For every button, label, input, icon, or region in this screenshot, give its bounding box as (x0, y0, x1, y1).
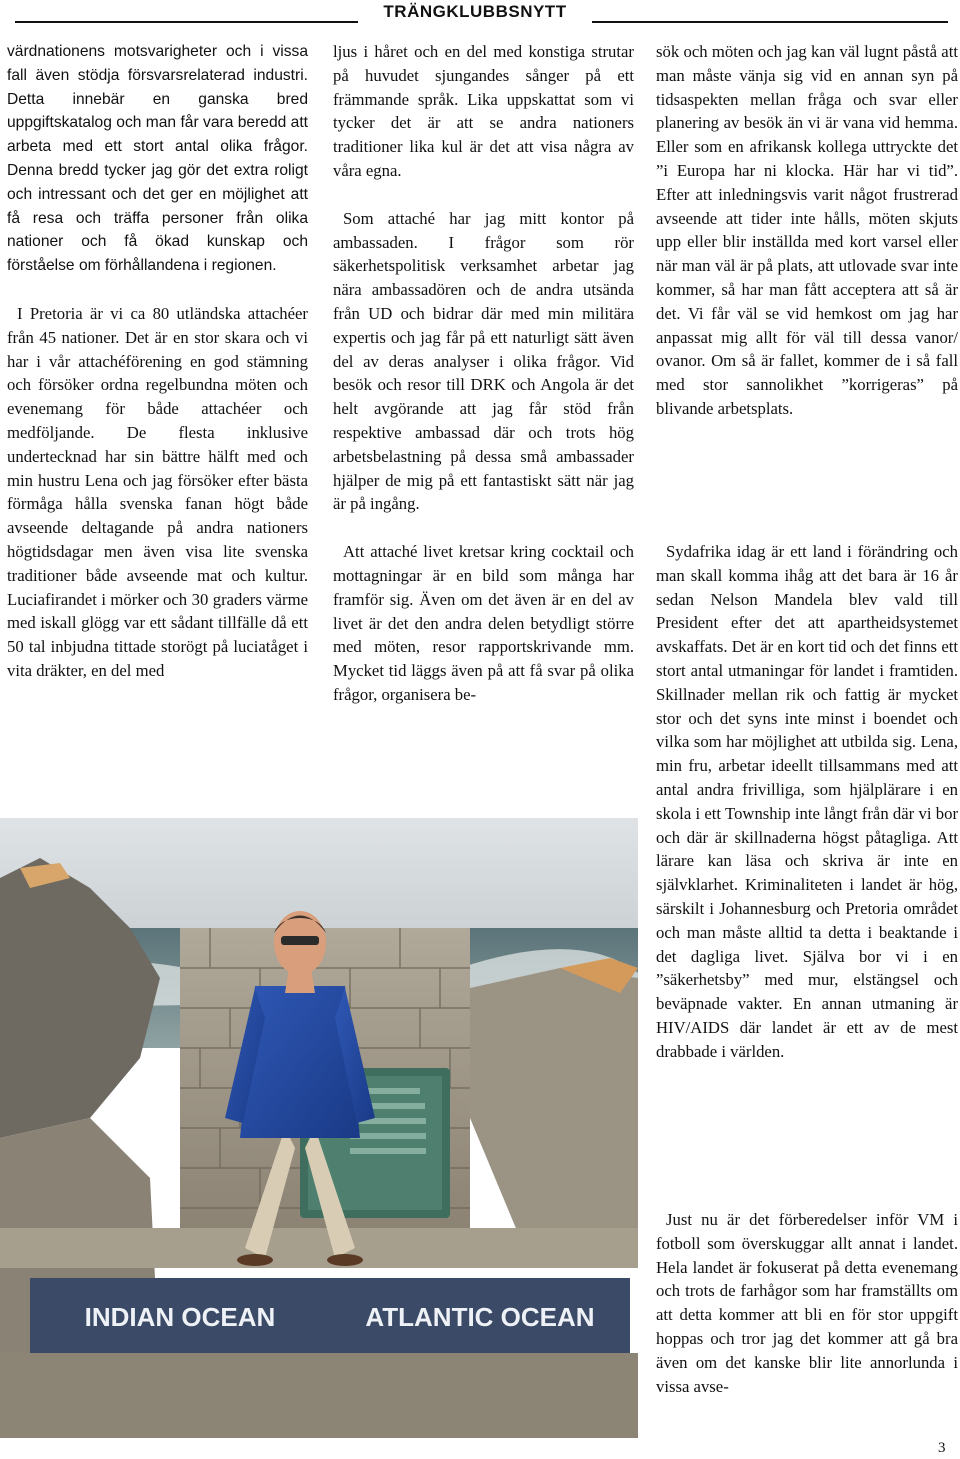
article-column-2 (333, 40, 634, 707)
article-paragraph: Sydafrika idag är ett land i förändring och man skall komma ihåg att det bara är 16 år sedan Nelson Mandela blev vald till President efter det att apartheidsystemet avskaffats. Det är en kort tid och det finns ett stort antal utmaningar för landet i framtiden. Skillnader mellan rik och fattig är mycket stor och det syns inte minst i boendet och vilka som har möjlighet att utbilda sig. Lena, min fru, arbetar ideellt tillsammans med att antal andra frivilliga, som hjälplärare i en skola i ett Township inte långt från där vi bor och där är skillnaderna högst påtagliga. Att lärare kan läsa och skriva är inte en självklarhet. Kriminaliteten i landet är hög, särskilt i Johannesburg och Pretoria området och man måste alltid ta detta i beaktande i det dagliga livet. Själva bor vi i en ”säkerhetsby” med mur, elstängsel och beväpnade vakter. En annan utmaning är HIV/AIDS där landet är ett av de mest drabbade i världen. (656, 542, 958, 1061)
article-column-3 (656, 40, 958, 421)
article-column-3-end (656, 1208, 958, 1398)
page-number: 3 (938, 1440, 946, 1456)
publication-title: TRÄNGKLUBBSNYTT (383, 2, 567, 21)
article-paragraph: sök och möten och jag kan väl lugnt påstå att man måste vänja sig vid en annan syn på tidsaspekten mellan fråga och svar eller planering av besök än vi är vana vid hemma. Eller som en afrikansk kollega uttryckte det ”i Europa har ni klocka. Här har vi tid”. Efter att inledningsvis varit något frustrerad avseende att tider inte hålls, möten skjuts upp eller blir inställda med kort varsel eller när man väl är på plats, att utlovade svar inte kommer, så har man fått acceptera att så är det. Vi får väl se vid hemkost om jag har anpassat mig allt för väl till dessa vanor/ ovanor. Om så är fallet, kommer de i så fall med stor sannolikhet ”korrigeras” på blivande arbetsplats. (656, 42, 958, 418)
header-rule-left (15, 21, 358, 23)
article-paragraph: värdnationens motsvarigheter och i vissa fall även stödja försvarsrelaterad industri. Detta innebär en ganska bred uppgiftskatalog och man får vara beredd att arbeta med ett stort antal olika frågor. Denna bredd tycker jag gör det extra roligt och intressant och det ger en möjlighet att få resa och träffa personer från olika nationer och få ökad kunskap och förståelse om förhållandena i regionen. (7, 43, 308, 275)
article-paragraph: I Pretoria är vi ca 80 utländska attachéer från 45 nationer. Det är en stor skara och vi har i vår attachéförening en god stämning och försöker ordna regelbundna möten och evenemang för både attachéer och medföljande. De flesta inklusive undertecknad har sin bättre hälft med och min hustru Lena och jag försöker efter bästa förmåga hålla svenska fanan högt både avseende deltagande på andra nationers högtidsdagar men även visa lite svenska traditioner både avseende mat och kultur. Luciafirandet i mörker och 30 graders värme med iskall glögg var ett sådant tillfälle då ett 50 tal inbjudna tittade storögt på luciatåget i vita dräkter, en del med (7, 303, 308, 680)
sign-indian-ocean: INDIAN OCEAN (84, 1302, 276, 1332)
article-paragraph: Att attaché livet kretsar kring cocktail och mottagningar är en bild som många har framför sig. Även om det även är en del av livet är det den andra delen betydligt större med möten, resor rapportskrivande mm. Mycket tid läggs även på att få svar på olika frågor, organisera be- (333, 542, 634, 704)
article-column-3-continued (656, 540, 958, 1064)
article-paragraph: ljus i håret och en del med konstiga strutar på huvudet sjungandes sånger på ett främmande språk. Lika uppskattat som vi tycker det är att se andra nationers traditioner lika kul är det att visa några av våra egna. (333, 42, 634, 180)
article-paragraph: Just nu är det förberedelser inför VM i fotboll som överskuggar allt annat i landet. Hela landet är fokuserat på detta evenemang och trots de farhågor som har framställts om att detta kommer att bli en för stor uppgift hoppas och tror jag det kommer att gå bra även om det kanske blir lite annorlunda i vissa avse- (656, 1210, 958, 1396)
article-column-1 (7, 40, 308, 683)
article-photo (0, 818, 638, 1438)
header-rule-right (592, 21, 948, 23)
sign-atlantic-ocean: ATLANTIC OCEAN (365, 1302, 595, 1332)
article-paragraph: Som attaché har jag mitt kontor på ambassaden. I frågor som rör säkerhetspolitisk verksamhet arbetar jag nära ambassadören och de andra utsända från UD och bidrar där med min militära expertis och jag får på ett naturligt sätt även del av deras analyser i olika frågor. Vid besök och resor till DRK och Angola är det helt avgörande att jag får stöd från respektive ambassad där och trots hög arbetsbelastning på dessa små ambassader hjälper de mig på ett fantastiskt sätt när jag är på ingång. (333, 208, 634, 514)
